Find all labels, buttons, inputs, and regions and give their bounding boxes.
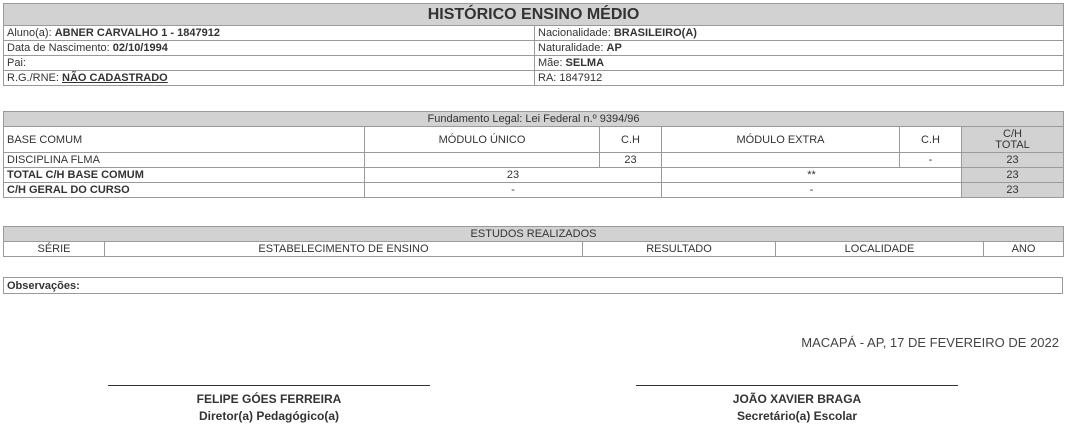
general-label: C/H GERAL DO CURSO xyxy=(4,183,365,198)
birthplace-cell xyxy=(535,41,1064,56)
col-school: ESTABELECIMENTO DE ENSINO xyxy=(105,242,583,257)
total-base-label: TOTAL C/H BASE COMUM xyxy=(4,168,365,183)
observations-label: Observações: xyxy=(4,278,1063,294)
birthplace-value: AP xyxy=(606,42,622,54)
discipline-name: DISCIPLINA FLMA xyxy=(4,153,365,168)
birthdate-value: 02/10/1994 xyxy=(112,42,168,54)
total-base-total: 23 xyxy=(962,168,1064,183)
ra-cell xyxy=(535,71,1064,86)
discipline-module-extra xyxy=(662,153,900,168)
discipline-ch-single: 23 xyxy=(600,153,662,168)
signature-name: FELIPE GÓES FERREIRA xyxy=(196,392,342,406)
col-base: BASE COMUM xyxy=(4,127,365,153)
studies-table xyxy=(3,226,1064,257)
col-total xyxy=(962,127,1064,153)
col-total-line1: C/H xyxy=(1003,127,1022,140)
student-cell xyxy=(4,26,535,41)
rg-label: R.G./RNE: xyxy=(7,72,59,84)
col-ch-extra: C.H xyxy=(900,127,962,153)
father-label: Pai: xyxy=(7,57,26,69)
signature-role: Diretor(a) Pedagógico(a) xyxy=(198,409,339,423)
col-series: SÉRIE xyxy=(4,242,105,257)
col-year: ANO xyxy=(984,242,1064,257)
col-location: LOCALIDADE xyxy=(776,242,984,257)
page-title: HISTÓRICO ENSINO MÉDIO xyxy=(4,4,1064,26)
nationality-value: BRASILEIRO(A) xyxy=(613,27,697,39)
signature-line xyxy=(108,385,430,386)
student-label: Aluno(a): xyxy=(7,27,52,39)
total-base-single: 23 xyxy=(365,168,662,183)
signature-name: JOÃO XAVIER BRAGA xyxy=(732,392,862,406)
signature-secretary xyxy=(636,385,958,425)
student-value: ABNER CARVALHO 1 - 1847912 xyxy=(54,27,220,39)
signature-role: Secretário(a) Escolar xyxy=(736,409,858,423)
col-total-line2: TOTAL xyxy=(995,138,1030,151)
discipline-module-single xyxy=(365,153,600,168)
general-total: 23 xyxy=(962,183,1064,198)
discipline-total: 23 xyxy=(962,153,1064,168)
col-ch-single: C.H xyxy=(600,127,662,153)
birthdate-label: Data de Nascimento: xyxy=(7,42,110,54)
birthplace-label: Naturalidade: xyxy=(538,42,604,54)
col-module-single: MÓDULO ÚNICO xyxy=(365,127,600,153)
rg-cell xyxy=(4,71,535,86)
place-date: MACAPÁ - AP, 17 DE FEVEREIRO DE 2022 xyxy=(801,335,1059,350)
grades-table xyxy=(3,111,1064,198)
general-single: - xyxy=(365,183,662,198)
observations-table xyxy=(3,277,1063,294)
student-info-table xyxy=(3,3,1064,86)
ra-label: RA: xyxy=(538,72,557,84)
total-base-extra: ** xyxy=(662,168,962,183)
signature-director xyxy=(108,385,430,425)
studies-title: ESTUDOS REALIZADOS xyxy=(4,227,1064,242)
table-row xyxy=(4,153,1064,168)
col-result: RESULTADO xyxy=(583,242,776,257)
mother-label: Mãe: xyxy=(538,57,563,69)
legal-basis: Fundamento Legal: Lei Federal n.º 9394/96 xyxy=(4,112,1064,127)
total-base-row xyxy=(4,168,1064,183)
mother-value: SELMA xyxy=(565,57,605,69)
nationality-cell xyxy=(535,26,1064,41)
ra-value: 1847912 xyxy=(559,72,603,84)
nationality-label: Nacionalidade: xyxy=(538,27,611,39)
col-module-extra: MÓDULO EXTRA xyxy=(662,127,900,153)
birthdate-cell xyxy=(4,41,535,56)
general-extra: - xyxy=(662,183,962,198)
mother-cell xyxy=(535,56,1064,71)
general-row xyxy=(4,183,1064,198)
discipline-ch-extra: - xyxy=(900,153,962,168)
father-cell xyxy=(4,56,535,71)
rg-value: NÃO CADASTRADO xyxy=(62,72,168,84)
signature-line xyxy=(636,385,958,386)
